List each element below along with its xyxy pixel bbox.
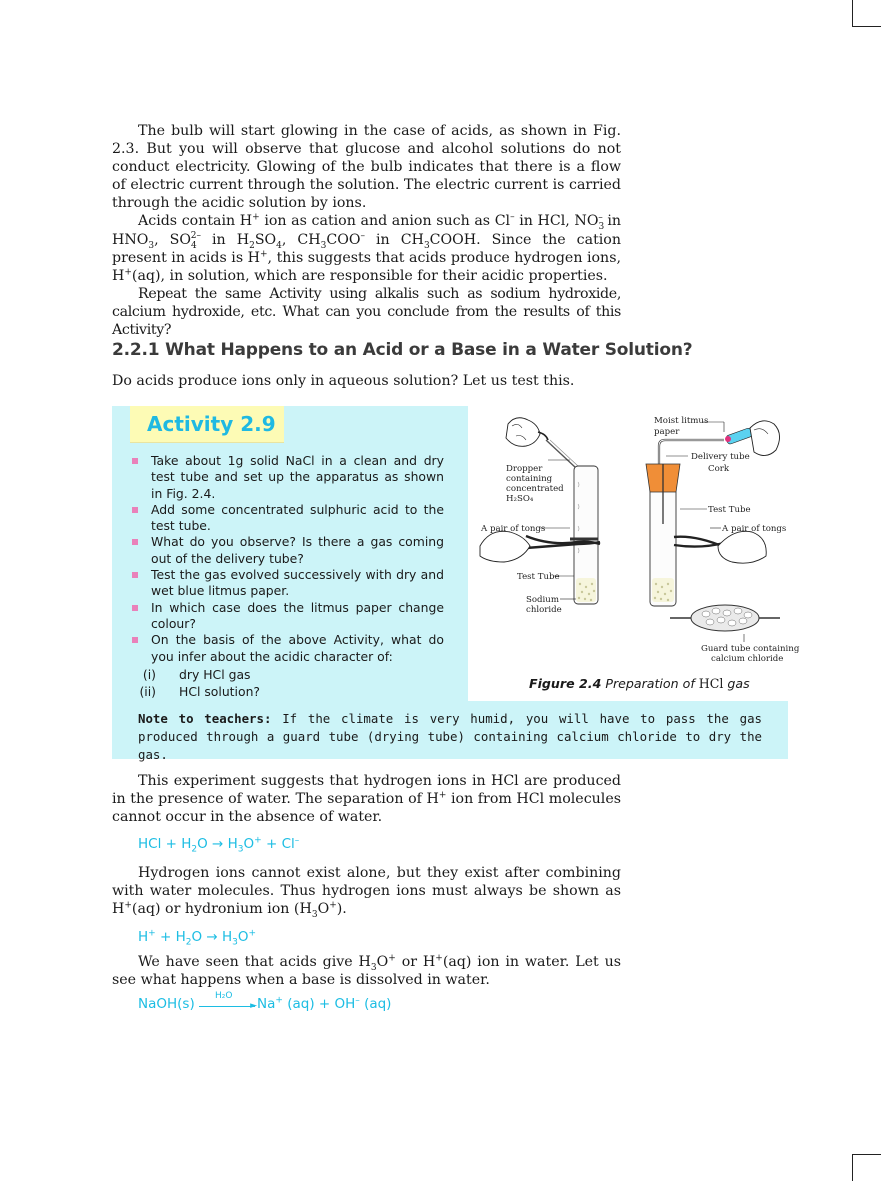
bullet-icon <box>132 458 138 464</box>
activity-title: Activity 2.9 <box>130 406 284 443</box>
paragraph-hydrogen-ions: Hydrogen ions cannot exist alone, but they exist after combining with water molecules. Thus hydrogen ions must always be shown as H+(aq) or hydronium ion $(H_3O^+)$. <box>112 865 621 921</box>
bullet-icon <box>132 637 138 643</box>
label-dropper: Dropper <box>506 464 543 474</box>
label-tongs-left: A pair of tongs <box>481 524 546 534</box>
right-tongs <box>674 531 766 563</box>
right-hand-litmus <box>725 421 780 456</box>
crop-mark-bottom <box>852 1154 881 1181</box>
list-item: Take about 1g solid NaCl in a clean and dry test tube and set up the apparatus as shown in Fig. 2.4. <box>130 453 444 502</box>
note-to-teachers: Note to teachers: If the climate is very humid, you will have to pass the gas produced through a guard tube (drying tube) containing calcium chloride to dry the gas. <box>138 711 762 762</box>
list-item: Add some concentrated sulphuric acid to the test tube. <box>130 502 444 535</box>
section-title: 2.2.1 What Happens to an Acid or a Base in a Water Solution? <box>112 340 693 360</box>
bullet-icon <box>132 507 138 513</box>
label-dropper-2: containing <box>506 474 553 484</box>
label-guard-tube: Guard tube containing <box>701 644 800 654</box>
paragraph-repeat: Repeat the same Activity using alkalis such as sodium hydroxide, calcium hydroxide, etc. What can you conclude from the results of this Activity? <box>112 285 621 339</box>
paragraph-bulb: The bulb will start glowing in the case of acids, as shown in Fig. 2.3. But you will observe that glucose and alcohol solutions do not conduct electricity. Glowing of the bulb indicates that there is a flow of electric current through the solution. The electric current is carried through the acidic solution by ions. <box>112 123 621 212</box>
list-item: What do you observe? Is there a gas coming out of the delivery tube? <box>130 534 444 567</box>
label-sodium: Sodium <box>526 595 559 605</box>
label-chloride: chloride <box>526 605 562 615</box>
apparatus-figure <box>478 406 800 674</box>
equation-hydronium: $H^+ + H_2O \to H_3O^+$ <box>138 928 257 948</box>
right-test-tube <box>646 464 680 606</box>
list-item: In which case does the litmus paper change colour? <box>130 600 444 633</box>
list-item: Test the gas evolved successively with dry and wet blue litmus paper. <box>130 567 444 600</box>
label-calcium-chloride: calcium chloride <box>711 654 784 664</box>
paragraph-acids-ions: Acids contain H+ ion as cation and anion such as Cl– in HCl, $NO_3^-$ in $HNO_3$, $SO_4^{2-}$ in $H_2SO_4$, $CH_3COO^-$ in $CH_3COOH$. Since the cation present in acids is H+, this suggests that acids produce hydrogen ions, H+(aq), in solution, which are responsible for their acidic properties. <box>112 212 621 284</box>
figure-caption: Figure 2.4 Preparation of HCl gas <box>529 676 750 691</box>
label-test-tube-right: Test Tube <box>708 505 751 515</box>
label-delivery-tube: Delivery tube <box>691 452 750 462</box>
equation-naoh: NaOH(s) H₂O ► Na+ (aq) + OH– (aq) <box>138 991 392 1012</box>
paragraph-base: We have seen that acids give $H_3O^+$ or H+(aq) ion in water. Let us see what happens when a base is dissolved in water. <box>112 953 621 989</box>
section-intro: Do acids produce ions only in aqueous solution? Let us test this. <box>112 373 575 389</box>
list-item: On the basis of the above Activity, what do you infer about the acidic character of: <box>130 632 444 665</box>
left-test-tube <box>574 466 598 604</box>
label-dropper-3: concentrated <box>506 484 564 494</box>
label-moist-litmus-2: paper <box>654 427 680 437</box>
bullet-icon <box>132 539 138 545</box>
label-moist-litmus: Moist litmus <box>654 416 709 426</box>
guard-tube <box>670 605 780 631</box>
label-tongs-right: A pair of tongs <box>722 524 787 534</box>
label-dropper-4: H₂SO₄ <box>506 494 534 504</box>
label-test-tube-left: Test Tube <box>517 572 560 582</box>
activity-list <box>130 453 444 665</box>
text-block-intro <box>112 122 621 339</box>
bullet-icon <box>132 605 138 611</box>
arrow-icon: H₂O ► <box>199 994 257 1008</box>
label-cork: Cork <box>708 464 730 474</box>
left-hand-dropper <box>506 418 578 468</box>
crop-mark-top <box>852 0 881 27</box>
equation-hcl: HCl + $H_2O \to H_3O^+ + Cl^-$ <box>138 835 300 855</box>
bullet-icon <box>132 572 138 578</box>
paragraph-experiment: This experiment suggests that hydrogen ions in HCl are produced in the presence of water. The separation of H+ ion from HCl molecules cannot occur in the absence of water. <box>112 773 621 826</box>
